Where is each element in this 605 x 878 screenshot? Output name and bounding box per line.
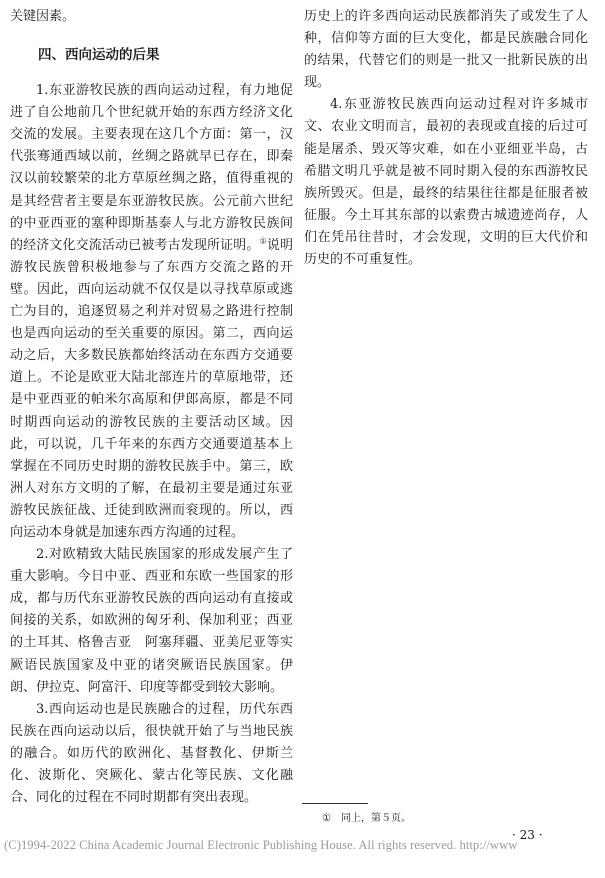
paragraph-1-text-b: 说明游牧民族曾积极地参与了东西方交流之路的开壁。因此，西向运动就不仅仅是以寻找草原或逃亡为目的，追逐贸易之利并对贸易之路进行控制也是西向运动的至关重要的原因。第二，西向运动之后，大多数民族都始终活动在东西方交通要道上。不论是欧亚大陆北部连片的草原地带，还是中亚西亚的帕米尔高原和伊郎高原，都是不同时期西向运动的游牧民族的主要活动区域。因此，可以说，几千年来的东西方交通要道基本上掌握在不同历史时期的游牧民族手中。第三，欧洲人对东方文明的了解，在最初主要是通过东亚游牧民族征战、迁徒到欧洲而衮现的。所以，西向运动本身就是加速东西方沟通的过程。 [10,237,293,540]
paragraph-1 [10,80,293,544]
footnote-mark: ① [322,813,331,824]
footnote [322,812,411,826]
right-column [304,6,588,271]
page-number: · 23 · [512,828,543,842]
left-column [10,6,293,809]
lead-text: 关键因素。 [10,9,76,24]
paragraph-3-continued: 历史上的许多西向运动民族都消失了或发生了人种，信仰等方面的巨大变化，都是民族融合同化的结果，代替它们的则是一批又一批新民族的出现。 [304,9,588,91]
footnote-text: 同上，第５页。 [340,813,411,824]
section-heading: 四、西向运动的后果 [38,47,160,64]
copyright-line: (C)1994-2022 China Academic Journal Electronic Publishing House. All rights reserved. http://www [4,838,518,852]
paragraph-2: 2.对欧精致大陆民族国家的形成发展产生了重大影响。今日中亚、西亚和东欧一些国家的形成，都与历代东亚游牧民族的西向运动有直接或间接的关系，如欧洲的匈牙利、保加利亚；西亚的土耳其、格鲁吉亚 阿塞拜疆、亚美尼亚等实厥语民族国家及中亚的诸突厥语民族国家。伊朗、伊拉克、阿富汗、印度等都受到较大影响。 [10,547,293,695]
footnote-ref[interactable]: ① [259,236,267,246]
footnote-divider [302,803,368,804]
paragraph-1-text-a: 1.东亚游牧民族的西向运动过程，有力地促进了自公地前几个世纪就开始的东西方经济文化交流的发展。主要表现在这几个方面：第一，汉代张骞通西域以前，丝绸之路就早已存在，即秦汉以前较繁荣的北方草原丝绸之路，值得重视的是其经营者主要是东亚游牧民族。公元前六世纪的中亚西亚的塞种即斯基泰人与北方游牧民族间的经济文化交流活动已被考古发现所证明。 [10,83,293,253]
paragraph-4: 4.东亚游牧民族西向运动过程对许多城市文、农业文明而言，最初的表现或直接的后过可能是屠杀、毁灭等灾难，如在小亚细亚半岛，古希腊文明几乎就是被不同时期入侵的东西游牧民族所毁灭。但是，最终的结果往往都是征服者被征服。今土耳其东部的以索费古城遗迹尚存，人们在凭吊往昔时，才会发现，文明的巨大代价和历史的不可重复性。 [304,97,588,268]
paragraph-3: 3.西向运动也是民族融合的过程，历代东西民族在西向运动以后，很快就开始了与当地民族的融合。如历代的欧洲化、基督教化、伊斯兰化、波斯化、突厥化、蒙古化等民族、文化融合、同化的过程在不同时期都有突出表现。 [10,701,293,806]
